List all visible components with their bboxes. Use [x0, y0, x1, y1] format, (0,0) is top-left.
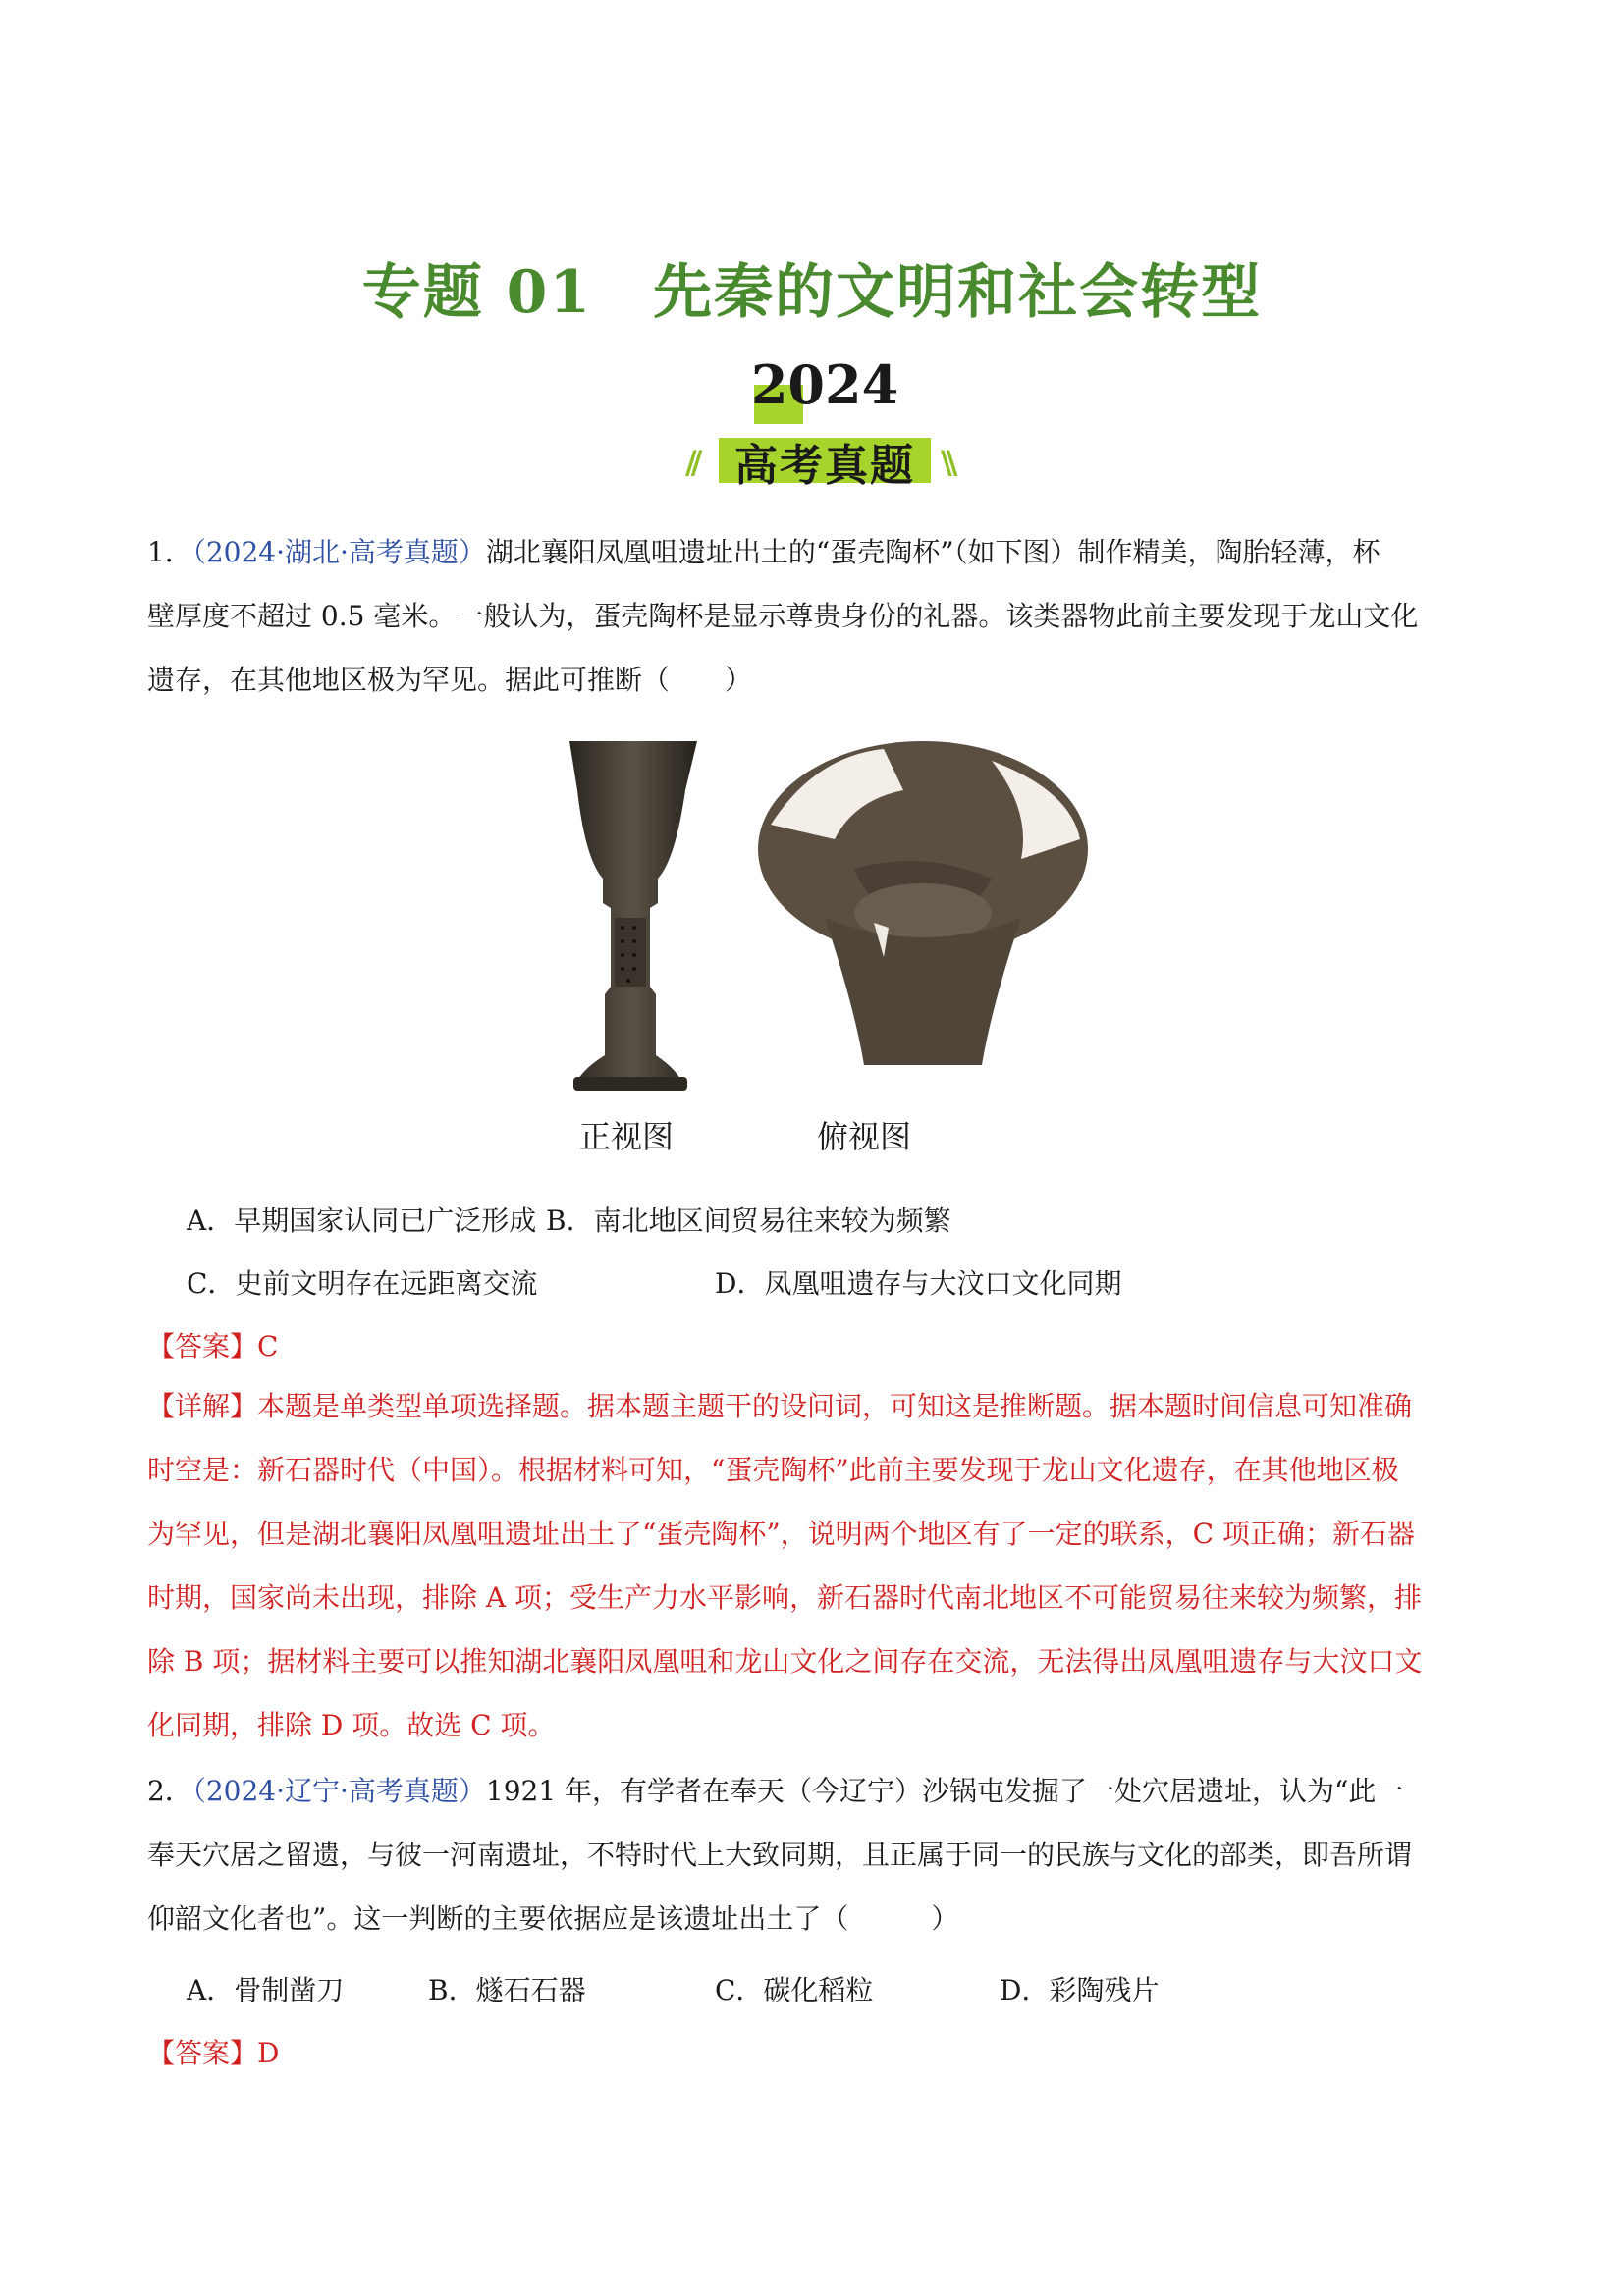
question-2-text: 1921 年，有学者在奉天（今辽宁）沙锅屯发掘了一处穴居遗址，认为“此一 — [485, 1775, 1404, 1807]
question-1-source: （2024·湖北·高考真题） — [191, 536, 486, 568]
option-2c: C．碳化稻粒 — [715, 1974, 874, 2006]
badge-deco-right: \\ — [941, 444, 952, 481]
option-2a: A．骨制凿刀 — [187, 1974, 345, 2006]
detail-1-line-2: 时空是：新石器时代（中国）。根据材料可知，“蛋壳陶杯”此前主要发现于龙山文化遗存，在其他地区极 — [147, 1454, 1399, 1486]
question-1-number: 1． — [147, 536, 192, 568]
detail-1-line-4: 时期，国家尚未出现，排除 A 项；受生产力水平影响，新石器时代南北地区不可能贸易往来较为频繁，排 — [147, 1581, 1423, 1614]
detail-1-line-6: 化同期，排除 D 项。故选 C 项。 — [147, 1709, 556, 1741]
question-1-text: 湖北襄阳凤凰咀遗址出土的“蛋壳陶杯”（如下图）制作精美，陶胎轻薄，杯 — [485, 536, 1380, 568]
year-badge — [677, 353, 972, 491]
top-view-cup — [758, 741, 1088, 1065]
detail-1-tag: 【详解】 — [147, 1390, 258, 1422]
page-title: 专题 01 先秦的文明和社会转型 — [361, 258, 1263, 327]
eggshell-cup-illustration — [560, 731, 1090, 1104]
badge-label: 高考真题 — [734, 441, 915, 491]
badge-year: 2024 — [750, 353, 899, 416]
option-1a: A．早期国家认同已广泛形成 — [187, 1204, 537, 1237]
answer-1-value: C — [257, 1330, 279, 1362]
answer-1 — [147, 1325, 278, 1364]
front-view-cup — [569, 741, 697, 1091]
question-1-line-2: 壁厚度不超过 0.5 毫米。一般认为，蛋壳陶杯是显示尊贵身份的礼器。该类器物此前主要发现于龙山文化 — [147, 600, 1419, 632]
answer-1-tag: 【答案】 — [147, 1330, 258, 1362]
option-1d: D．凤凰咀遗存与大汶口文化同期 — [715, 1267, 1122, 1300]
eggshell-cup-figure — [560, 731, 1090, 1153]
question-2-line-3: 仰韶文化者也”。这一判断的主要依据应是该遗址出土了（ ） — [147, 1902, 959, 1935]
question-2-stem — [147, 1759, 1483, 1950]
question-1-line-3: 遗存，在其他地区极为罕见。据此可推断（ ） — [147, 664, 753, 696]
detail-1-line-5: 除 B 项；据材料主要可以推知湖北襄阳凤凰咀和龙山文化之间存在交流，无法得出凤凰咀遗存与大汶口文 — [147, 1645, 1423, 1678]
option-1b: B．南北地区间贸易往来较为频繁 — [546, 1204, 951, 1237]
detail-1-line-3: 为罕见，但是湖北襄阳凤凰咀遗址出土了“蛋壳陶杯”，说明两个地区有了一定的联系，C 项正确；新石器 — [147, 1518, 1415, 1550]
answer-2-tag: 【答案】 — [147, 2037, 258, 2069]
front-view-caption: 正视图 — [579, 1118, 675, 1155]
question-2-source: （2024·辽宁·高考真题） — [191, 1775, 486, 1807]
question-2-number: 2． — [147, 1775, 192, 1807]
question-1-line-1 — [147, 520, 1483, 584]
option-1c: C．史前文明存在远距离交流 — [187, 1267, 538, 1300]
answer-2 — [147, 2032, 279, 2071]
option-2d: D．彩陶残片 — [1000, 1974, 1160, 2006]
question-2-line-2: 奉天穴居之留遗，与彼一河南遗址，不特时代上大致同期，且正属于同一的民族与文化的部类，即吾所谓 — [147, 1839, 1413, 1871]
question-1-stem — [147, 520, 1483, 712]
answer-2-value: D — [257, 2037, 280, 2069]
badge-deco-left: // — [685, 444, 697, 481]
option-2b: B．燧石石器 — [428, 1974, 586, 2006]
detail-1-line-1: 【详解】本题是单类型单项选择题。据本题主题干的设问词，可知这是推断题。据本题时间信息可知准确 — [147, 1390, 1413, 1422]
question-2-line-1 — [147, 1759, 1483, 1823]
top-view-caption: 俯视图 — [817, 1118, 912, 1155]
detail-1 — [147, 1374, 1483, 1757]
